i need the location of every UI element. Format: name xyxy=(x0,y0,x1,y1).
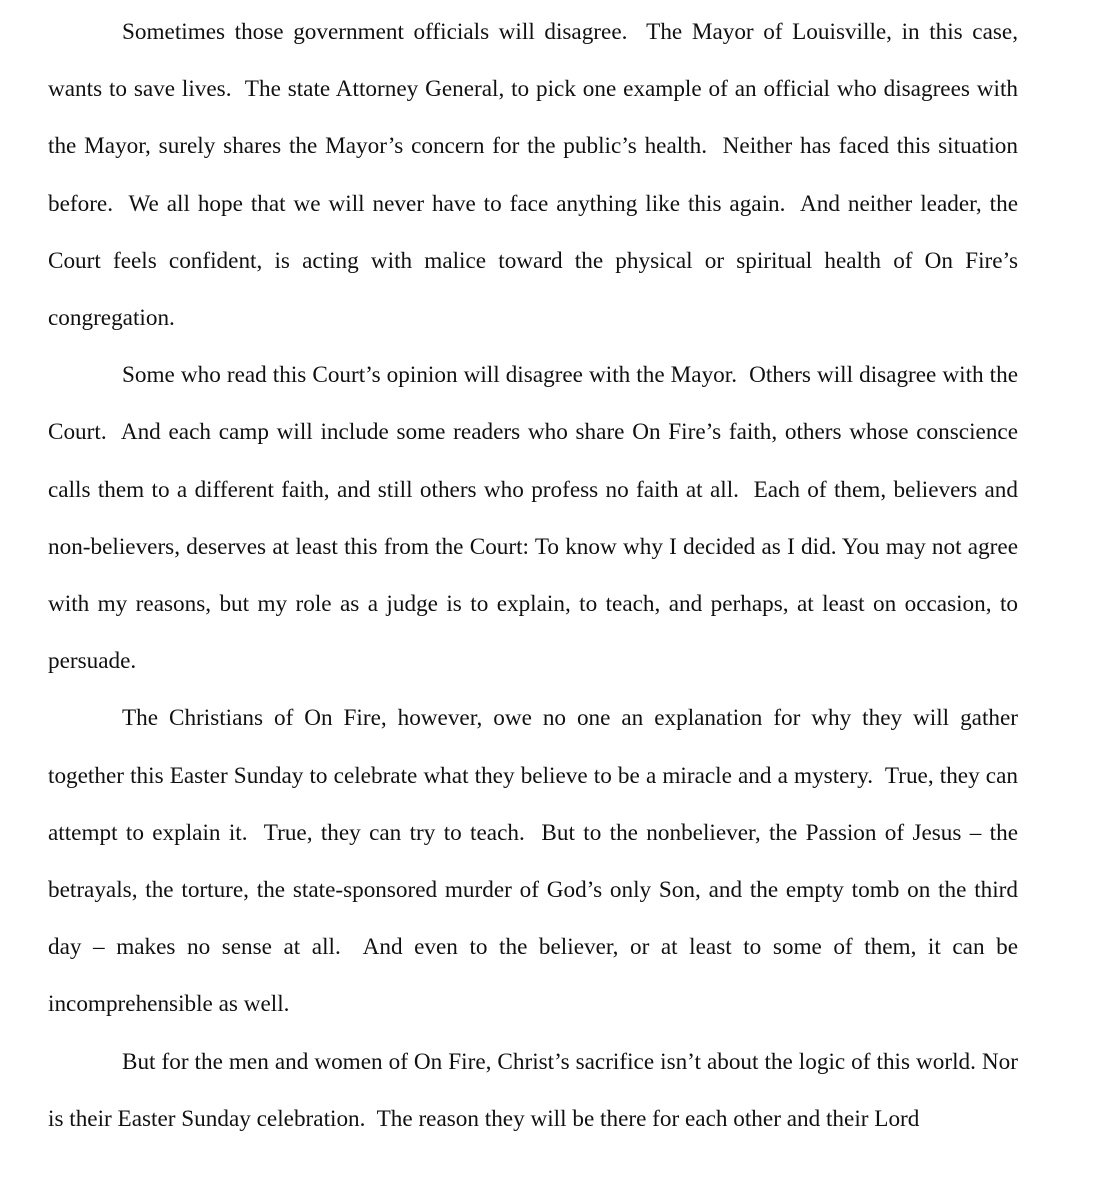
paragraph: Some who read this Court’s opinion will disagree with the Mayor. Others will disagree with the Court. And each camp will include some readers who share On Fire’s faith, others whose conscience calls them to a different faith, and still others who profess no faith at all. Each of them, believers and non-believers, deserves at least this from the Court: To know why I decided as I did. You may not agree with my reasons, but my role as a judge is to explain, to teach, and perhaps, at least on occasion, to persuade. xyxy=(48,362,1018,675)
document-page xyxy=(48,4,1018,1148)
paragraph: Sometimes those government officials will disagree. The Mayor of Louisville, in this case, wants to save lives. The state Attorney General, to pick one example of an official who disagrees with the Mayor, surely shares the Mayor’s concern for the public’s health. Neither has faced this situation before. We all hope that we will never have to face anything like this again. And neither leader, the Court feels confident, is acting with malice toward the physical or spiritual health of On Fire’s congregation. xyxy=(48,19,1018,332)
paragraph: The Christians of On Fire, however, owe no one an explanation for why they will gather together this Easter Sunday to celebrate what they believe to be a miracle and a mystery. True, they can attempt to explain it. True, they can try to teach. But to the nonbeliever, the Passion of Jesus – the betrayals, the torture, the state-sponsored murder of God’s only Son, and the empty tomb on the third day – makes no sense at all. And even to the believer, or at least to some of them, it can be incomprehensible as well. xyxy=(48,705,1018,1018)
paragraph: But for the men and women of On Fire, Christ’s sacrifice isn’t about the logic of this world. Nor is their Easter Sunday celebration. The reason they will be there for each other and their Lord xyxy=(48,1048,1018,1132)
